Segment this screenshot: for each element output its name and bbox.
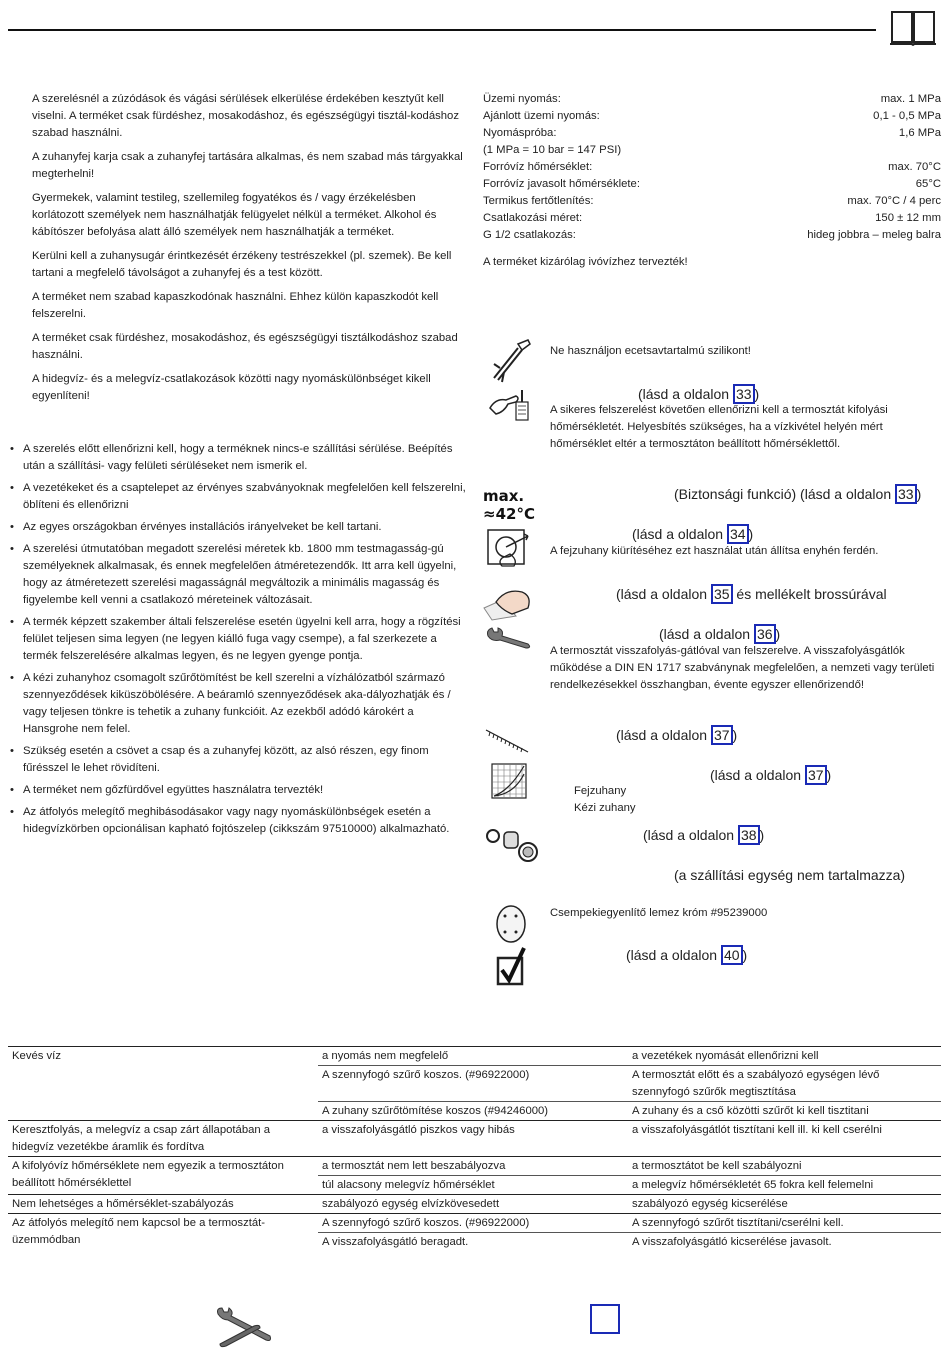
ref-text: (lásd a oldalon: [710, 767, 805, 783]
fix-cell: szabályozó egység kicserélése: [628, 1195, 941, 1214]
tech-value: max. 70°C / 4 perc: [847, 195, 941, 207]
fix-cell: a melegvíz hőmérsékletét 65 fokra kell felemelni: [628, 1176, 941, 1195]
silicone-note: Ne használjon ecetsavtartalmú szilikont!: [550, 345, 751, 357]
tools-icon: [214, 1306, 274, 1348]
page-link[interactable]: 33: [733, 384, 755, 404]
tech-value: 1,6 MPa: [898, 127, 941, 139]
safety-note: A terméket nem szabad kapaszkodónak használni. Ehhez külön kapaszkodót kell felszerelni.: [32, 291, 439, 320]
tech-label: Termikus fertőtlenítés:: [483, 195, 594, 207]
tech-value: max. 1 MPa: [880, 93, 941, 105]
safety-note: A zuhanyfej karja csak a zuhanyfej tartására alkalmas, és nem szabad más tárgyakkal megterhelni!: [32, 151, 463, 180]
tile-plate-label: Csempekiegyenlítő lemez króm #95239000: [550, 907, 768, 919]
page-ref: [616, 584, 887, 604]
silicone-gun-icon: [488, 338, 532, 384]
safety-note: A szerelésnél a zúzódások és vágási sérülések elkerülése érdekében kesztyűt kell viselni. A terméket csak fürdéshez, mosakodáshoz, és egészségügyi tisztál-kodáshoz szabad használni.: [32, 93, 459, 139]
page-link[interactable]: 40: [721, 945, 743, 965]
page-link[interactable]: 34: [727, 524, 749, 544]
installation-list: [8, 441, 468, 843]
ref-text: ): [754, 386, 760, 402]
page-ref: [710, 765, 831, 785]
ref-text: (lásd a oldalon: [632, 526, 727, 542]
head-shower-note: A fejzuhany kiürítéséhez ezt használat után állítsa enyhén ferdén.: [550, 545, 879, 557]
list-item: • Az átfolyós melegítő meghibásodásakor vagy nagy nyomáskülönbségek esetén a hidegvízkörben opcionálisan kapható fojtószelep (cikkszám 97510000) alkalmazható.: [8, 804, 468, 838]
fix-cell: A termosztát előtt és a szabályozó egységen lévő szennyfogó szűrők megtisztítása: [628, 1066, 941, 1102]
problem-cell: Kevés víz: [8, 1047, 318, 1121]
hand-shower-label: Kézi zuhany: [574, 802, 636, 814]
safety-note: A hidegvíz- és a melegvíz-csatlakozások közötti nagy nyomáskülönbséget kikell egyenlíteni!: [32, 373, 431, 402]
page-ref: [659, 624, 780, 644]
tech-label: Forróvíz hőmérséklet:: [483, 161, 593, 173]
list-item: • A vezetékeket és a csaptelepet az érvényes szabványoknak megfelelően kell felszerelni, öblíteni és ellenőrizni: [8, 480, 468, 514]
list-item: • A terméket nem gőzfürdővel együttes használatra tervezték!: [8, 782, 468, 799]
tech-value: 0,1 - 0,5 MPa: [873, 110, 941, 122]
head-shower-label: Fejzuhany: [574, 785, 627, 797]
tech-label: G 1/2 csatlakozás:: [483, 229, 576, 241]
page-link[interactable]: 37: [711, 725, 733, 745]
tech-row: [483, 210, 941, 227]
problem-cell: A kifolyóvíz hőmérséklete nem egyezik a termosztáton beállított hőmérséklettel: [8, 1157, 318, 1195]
tech-label: (1 MPa = 10 bar = 147 PSI): [483, 144, 622, 156]
tech-row: [483, 227, 941, 244]
ref-text: (lásd a oldalon: [616, 727, 711, 743]
page-ref: [643, 825, 764, 845]
tile-plate-icon: [494, 904, 528, 944]
safety-note: Gyermekek, valamint testileg, szellemileg fogyatékos és / vagy érzékelésben korlátozott személyek nem használhatják felügyelet nélkül a terméket. Alkohol és kábítószer befolyása alatt álló személyek nem használhatják a terméket.: [32, 192, 437, 238]
ref-text: (lásd a oldalon: [616, 586, 711, 602]
page-ref: [626, 945, 747, 965]
tech-row: [483, 176, 941, 193]
safety-notes: [32, 91, 467, 412]
tech-row: [483, 91, 941, 108]
ref-text: (lásd a oldalon: [626, 947, 721, 963]
ref-text: ): [732, 727, 738, 743]
tech-value: 65°C: [915, 178, 941, 190]
list-item: • A termék képzett szakember általi felszerelése esetén ügyelni kell arra, hogy a rögzítési felület teljesen sima legyen (ne legyen kiálló fuga vagy csempe), a fal szerkezete a termék felszerelésére alkalmas legyen, és ne legyen gyenge pontja.: [8, 614, 468, 665]
troubleshooting-table: [8, 1046, 941, 1251]
tech-value: max. 70°C: [888, 161, 941, 173]
temperature-chart-icon: [484, 726, 532, 822]
tech-row: [483, 193, 941, 210]
page-link[interactable]: 35: [711, 584, 733, 604]
ref-text: (lásd a oldalon: [659, 626, 754, 642]
ref-text: és mellékelt brossúrával: [732, 586, 887, 602]
tech-row: [483, 125, 941, 142]
cause-cell: a nyomás nem megfelelő: [318, 1047, 628, 1066]
thermostat-check-note: A sikeres felszerelést követően ellenőrizni kell a termosztát kifolyási hőmérsékletét. Helyesbítés szükséges, ha a vízkivétel helyén mért hőmérséklet eltér a termosztáton beállított hőmérséklettől.: [550, 404, 888, 450]
tech-value: 150 ± 12 mm: [875, 212, 941, 224]
not-included-label: (a szállítási egység nem tartalmazza): [674, 867, 906, 883]
page-ref: [674, 484, 921, 504]
problem-cell: Nem lehetséges a hőmérséklet-szabályozás: [8, 1195, 318, 1214]
cause-cell: A visszafolyásgátló beragadt.: [318, 1233, 628, 1252]
tech-label: Üzemi nyomás:: [483, 93, 561, 105]
fix-cell: a vezetékek nyomását ellenőrizni kell: [628, 1047, 941, 1066]
max-label: max.: [483, 487, 525, 505]
cause-cell: A zuhany szűrőtömítése koszos (#94246000): [318, 1102, 628, 1121]
page-ref: [638, 384, 759, 404]
page-link[interactable]: 33: [895, 484, 917, 504]
list-item: • A szerelési útmutatóban megadott szerelési méretek kb. 1800 mm testmagasság-gú személyeknek alkalmasak, és ennek megfelelően átméretezendők. Itt arra kell ügyelni, hogy az átméretezett szerelési magasságnál megváltozik a minimális magasság és figyelembe kell venni a csatlakozó méreteinek változásait.: [8, 541, 468, 609]
tech-label: Nyomáspróba:: [483, 127, 557, 139]
table-row: [8, 1195, 941, 1214]
tech-value: hideg jobbra – meleg balra: [807, 229, 941, 241]
backflow-note: A termosztát visszafolyás-gátlóval van felszerelve. A visszafolyásgátlók működése a DIN EN 1717 szabványnak megfelelően, a nemzeti vagy területi rendelkezésekkel összhangban, évente egyszer ellenőrizendő!: [550, 645, 935, 691]
tech-row: [483, 108, 941, 125]
tech-label: Ajánlott üzemi nyomás:: [483, 110, 600, 122]
cause-cell: a termosztát nem lett beszabályozva: [318, 1157, 628, 1176]
ref-text: ): [759, 827, 765, 843]
fix-cell: A szennyfogó szűrőt tisztítani/cserélni kell.: [628, 1214, 941, 1233]
technical-data: [483, 91, 941, 271]
problem-cell: Keresztfolyás, a melegvíz a csap zárt állapotában a hidegvíz vezetékbe áramlik és fordítva: [8, 1121, 318, 1157]
ref-text: (lásd a oldalon: [638, 386, 733, 402]
thermometer-hand-icon: [486, 386, 534, 428]
cleaning-cloth-icon: [482, 586, 534, 622]
table-row: [8, 1214, 941, 1233]
ref-text: ): [775, 626, 781, 642]
list-item: • Az egyes országokban érvényes installációs irányelveket be kell tartani.: [8, 519, 468, 536]
max-temp-label: [483, 487, 535, 523]
drinking-water-note: A terméket kizárólag ivóvízhez tervezték!: [483, 256, 688, 268]
ref-text: (lásd a oldalon: [643, 827, 738, 843]
book-icon: [888, 8, 938, 46]
fix-cell: a visszafolyásgátlót tisztítani kell ill. ki kell cserélni: [628, 1121, 941, 1157]
cause-cell: a visszafolyásgátló piszkos vagy hibás: [318, 1121, 628, 1157]
cause-cell: A szennyfogó szűrő koszos. (#96922000): [318, 1214, 628, 1233]
cause-cell: szabályozó egység elvízkövesedett: [318, 1195, 628, 1214]
wrench-icon: [484, 626, 532, 650]
fix-cell: A visszafolyásgátló kicserélése javasolt.: [628, 1233, 941, 1252]
safety-note: Kerülni kell a zuhanysugár érintkezését érzékeny testrészekkel (pl. szemek). Be kell tartani a megfelelő távolságot a zuhanyfej és a test között.: [32, 250, 452, 279]
cause-cell: A szennyfogó szűrő koszos. (#96922000): [318, 1066, 628, 1102]
handle-turn-icon: [484, 524, 534, 570]
page-link[interactable]: 38: [738, 825, 760, 845]
tech-label: Csatlakozási méret:: [483, 212, 583, 224]
fix-cell: a termosztátot be kell szabályozni: [628, 1157, 941, 1176]
safety-note: A terméket csak fürdéshez, mosakodáshoz, és egészségügyi tisztálkodáshoz szabad használni.: [32, 332, 458, 361]
header-rule: [8, 29, 876, 31]
cause-cell: túl alacsony melegvíz hőmérséklet: [318, 1176, 628, 1195]
fix-cell: A zuhany és a cső közötti szűrőt ki kell tisztitani: [628, 1102, 941, 1121]
problem-cell: Az átfolyós melegítő nem kapcsol be a termosztát-üzemmódban: [8, 1214, 318, 1252]
page-number-box[interactable]: [590, 1304, 620, 1334]
ref-text: ): [826, 767, 832, 783]
page-ref: [616, 725, 737, 745]
table-row: [8, 1157, 941, 1176]
page-link[interactable]: 36: [754, 624, 776, 644]
ref-text: ): [916, 486, 922, 502]
list-item: • A kézi zuhanyhoz csomagolt szűrőtömítést be kell szerelni a vízhálózatból származó szennyeződések kiküszöbölésére. A beáramló szennyeződések aka-dályozhatják és / vagy teljesen tönkre is tehetik a zuhany funkcióit. Az ezekből adódó károkért a Hansgrohe nem felel.: [8, 670, 468, 738]
list-item: • A szerelés előtt ellenőrizni kell, hogy a terméknek nincs-e szállítási sérülése. Beépítés után a szállítási- vagy felületi sérüléseket nem ismerik el.: [8, 441, 468, 475]
table-row: [8, 1047, 941, 1066]
list-item: • Szükség esetén a csövet a csap és a zuhanyfej között, az alsó részen, egy finom fűrésszel le lehet rövidíteni.: [8, 743, 468, 777]
tech-row: [483, 142, 941, 159]
page-link[interactable]: 37: [805, 765, 827, 785]
checkmark-icon: [496, 944, 526, 986]
ref-text: ): [748, 526, 754, 542]
ref-text: ): [742, 947, 748, 963]
table-row: [8, 1121, 941, 1157]
ref-text: (Biztonsági funkció) (lásd a oldalon: [674, 486, 896, 502]
temp-42-label: ≈42°C: [483, 505, 535, 523]
tech-row: [483, 159, 941, 176]
tech-label: Forróvíz javasolt hőmérséklete:: [483, 178, 640, 190]
page-ref: [632, 524, 753, 544]
filter-parts-icon: [484, 826, 540, 864]
